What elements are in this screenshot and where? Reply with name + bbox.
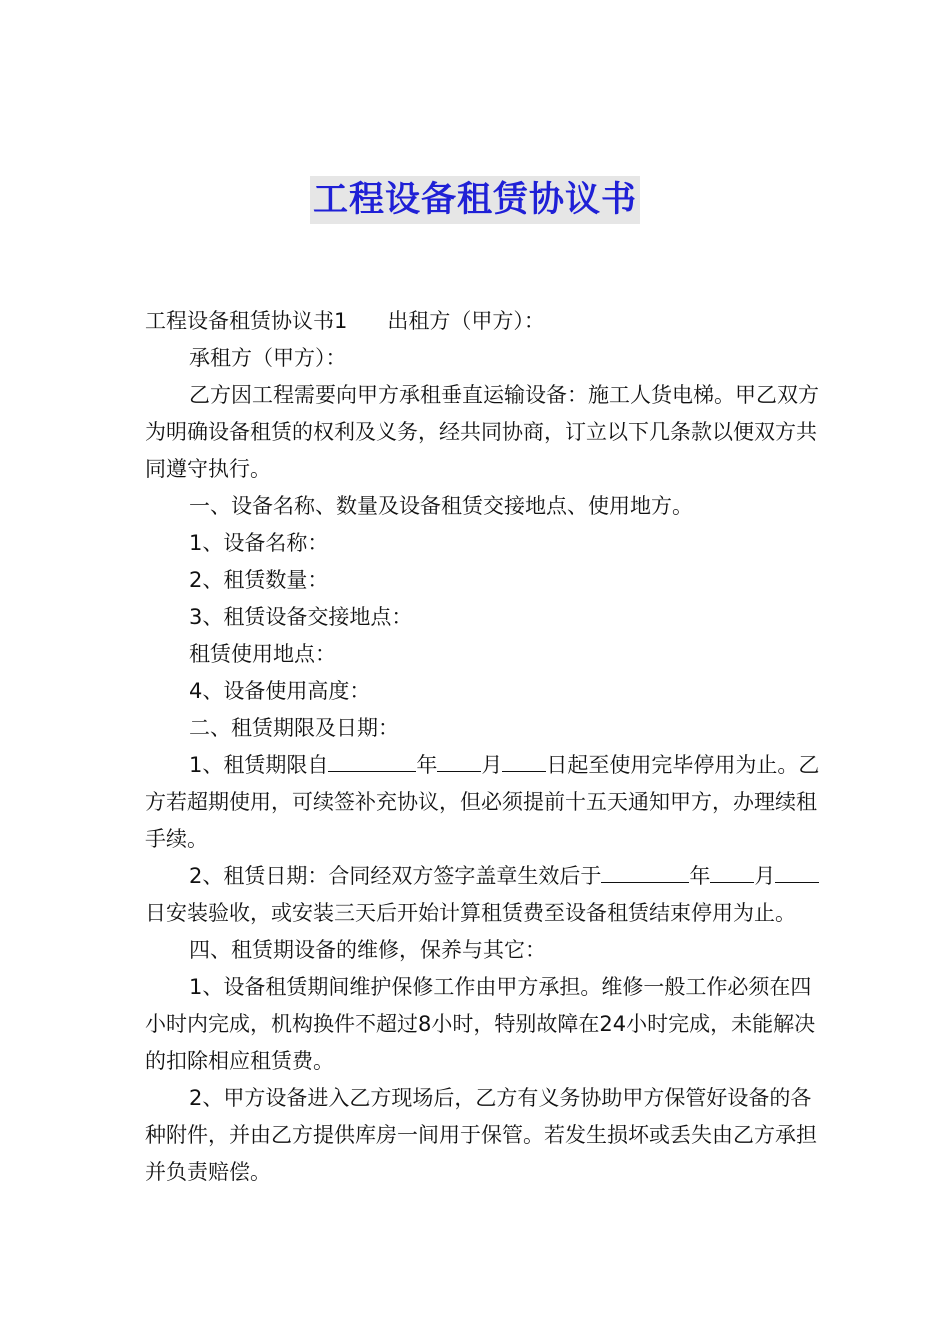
heading-line-part2: 出租方（甲方）： (387, 309, 545, 333)
date-text-d: 日安装验收，或安装三天后开始计算租赁费至设备租赁结束停用为止。 (145, 901, 796, 925)
blank-month (437, 753, 481, 772)
date-text-a: 2、租赁日期：合同经双方签字盖章生效后于 (189, 864, 602, 888)
blank-day (502, 753, 546, 772)
date-text-b: 年 (689, 864, 711, 888)
paragraph-term (145, 747, 821, 858)
section-1-heading: 一、设备名称、数量及设备租赁交接地点、使用地方。 (189, 494, 693, 518)
section-2-heading: 二、租赁期限及日期： (189, 716, 399, 740)
section-4-heading: 四、租赁期设备的维修，保养与其它： (189, 938, 546, 962)
document-title: 工程设备租赁协议书 (310, 176, 640, 224)
item-equipment-name: 1、设备名称： (189, 531, 329, 555)
term-text-d: 日起至使用完毕停用为止。乙方若超期使用，可续签补充协议，但必须提前十五天通知甲方，办理续租手续。 (145, 753, 820, 851)
blank-year (601, 864, 689, 883)
date-text-c: 月 (754, 864, 776, 888)
blank-month (710, 864, 754, 883)
paragraph-maintenance-2: 2、甲方设备进入乙方现场后，乙方有义务协助甲方保管好设备的各种附件，并由乙方提供库房一间用于保管。若发生损坏或丢失由乙方承担并负责赔偿。 (145, 1086, 817, 1184)
heading-line-part1: 工程设备租赁协议书1 (145, 309, 348, 333)
paragraph-date (145, 858, 821, 932)
blank-year (328, 753, 416, 772)
paragraph-intro: 乙方因工程需要向甲方承租垂直运输设备：施工人货电梯。甲乙双方为明确设备租赁的权利及义务，经共同协商，订立以下几条款以便双方共同遵守执行。 (145, 383, 819, 481)
item-quantity: 2、租赁数量： (189, 568, 329, 592)
title-wrap (0, 176, 950, 224)
term-text-a: 1、租赁期限自 (189, 753, 329, 777)
item-use-height: 4、设备使用高度： (189, 679, 371, 703)
blank-day (775, 864, 819, 883)
document-body (145, 303, 821, 1191)
heading-line (145, 303, 821, 340)
term-text-b: 年 (416, 753, 438, 777)
paragraph-maintenance-1: 1、设备租赁期间维护保修工作由甲方承担。维修一般工作必须在四小时内完成，机构换件不超过8小时，特别故障在24小时完成，未能解决的扣除相应租赁费。 (145, 975, 816, 1073)
paragraph-lessee: 承租方（甲方）： (189, 346, 347, 370)
item-use-place: 租赁使用地点： (189, 642, 336, 666)
term-text-c: 月 (481, 753, 503, 777)
item-handover-place: 3、租赁设备交接地点： (189, 605, 413, 629)
